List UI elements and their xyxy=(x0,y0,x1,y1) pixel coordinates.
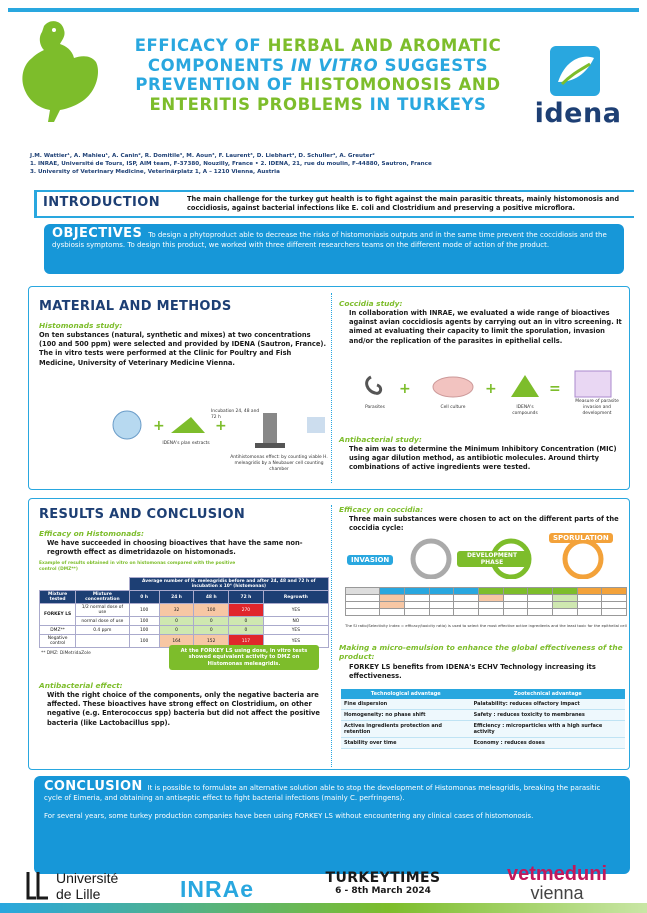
turkey-logo-icon xyxy=(14,18,102,122)
parasites-label: Parasites xyxy=(365,405,385,410)
table-cell: 100 xyxy=(129,604,159,617)
table-header: 0 h xyxy=(129,591,159,604)
coccidia-subtitle: Coccidia study: xyxy=(339,299,403,308)
sporulation-label: SPORULATION xyxy=(549,533,613,543)
parasites-icon xyxy=(367,377,381,393)
table-cell: 0 xyxy=(159,617,194,626)
table-row xyxy=(40,626,329,635)
table-caption: Example of results obtained in vitro on histomonas compared with the positive control (DMZ**) xyxy=(39,561,236,572)
table-row xyxy=(341,699,625,710)
event-name: TURKEYTIMES xyxy=(325,870,441,886)
table-cell: Fine dispersion xyxy=(341,699,471,710)
event-date: 6 - 8th March 2024 xyxy=(335,886,431,896)
table-cell: YES xyxy=(263,635,328,648)
antibacterial-effect-subtitle: Antibacterial effect: xyxy=(39,681,123,690)
objectives-box xyxy=(44,224,624,274)
plant-extract-icon xyxy=(171,417,205,433)
table-cell: Stability over time xyxy=(341,738,471,749)
svg-text:+: + xyxy=(485,381,497,397)
table-cell: Actives ingredients protection and retention xyxy=(341,721,471,738)
table-cell: 270 xyxy=(229,604,264,617)
plant-extract-label: IDENA's plan extracts xyxy=(162,441,210,446)
objectives-heading: OBJECTIVES xyxy=(52,226,143,241)
results-heading: RESULTS AND CONCLUSION xyxy=(39,507,246,522)
table-cell: DMZ** xyxy=(40,626,76,635)
coccidia-si-table xyxy=(345,587,627,616)
emulsion-subtitle: Making a micro-emulsion to enhance the global effectiveness of the product: xyxy=(339,643,623,661)
table-cell: Palatability: reduces olfactory impact xyxy=(471,699,625,710)
table-cell: 0 xyxy=(194,617,229,626)
histomonads-subtitle: Histomonads study: xyxy=(39,321,123,330)
table-cell: 100 xyxy=(129,617,159,626)
table-row xyxy=(341,721,625,738)
invasion-label: INVASION xyxy=(347,555,393,565)
table-cell: 100 xyxy=(129,626,159,635)
svg-text:+: + xyxy=(399,381,411,397)
conclusion-text-2: For several years, some turkey production companies have been using FORKEY LS without encountering any clinical cases of histomonosis. xyxy=(44,812,534,820)
table-cell: 100 xyxy=(194,604,229,617)
svg-text:+: + xyxy=(153,418,165,434)
table-group-header: Average number of H. meleagridis before and after 24, 48 and 72 h of incubation x 10⁴ (histomonas) xyxy=(129,578,328,591)
table-cell: YES xyxy=(263,626,328,635)
authors-block xyxy=(30,152,630,176)
table-cell: Economy : reduces doses xyxy=(471,738,625,749)
emulsion-text: FORKEY LS benefits from IDENA's ECHV Technology increasing its effectiveness. xyxy=(349,663,596,681)
methods-section xyxy=(28,286,630,490)
turkey-sample-icon xyxy=(113,411,141,439)
histomonads-efficacy-subtitle: Efficacy on Histomonads: xyxy=(39,529,144,538)
cell-culture-icon xyxy=(433,377,473,397)
svg-text:=: = xyxy=(549,381,561,397)
introduction-text: The main challenge for the turkey gut health is to fight against the main parasitic threats, mainly histomonosis and coccidiosis, against bacterial infections like E. coli and Clostridium and preserving a positive microflora. xyxy=(187,195,620,212)
conclusion-text: It is possible to formulate an alternative solution able to stop the development of Histomonas meleagridis, breaking the parasitic cycle of Eimeria, and obtaining an antiseptic effect to fight bacterial infections (mainly C. perfringens). xyxy=(44,784,601,802)
vetmed-line-1: vetmeduni xyxy=(506,863,608,885)
table-cell: 164 xyxy=(159,635,194,648)
table-cell: Homogeneity: no phase shift xyxy=(341,710,471,721)
conclusion-box xyxy=(34,776,630,874)
incubation-label: Incubation 24, 48 and 72 h xyxy=(211,409,260,420)
histomonads-efficacy-text: We have succeeded in choosing bioactives that have the same non-regrowth effect as dimetridazole on histomonads. xyxy=(47,539,303,557)
development-label: DEVELOPMENT PHASE xyxy=(457,551,527,567)
table-cell: 0 xyxy=(229,626,264,635)
table-cell: 117 xyxy=(229,635,264,648)
table-cell: FORKEY LS xyxy=(40,604,76,626)
table-row xyxy=(40,604,329,617)
cycle-gear-icon xyxy=(413,541,449,577)
introduction-box xyxy=(34,190,634,218)
compounds-label: IDENA's compounds xyxy=(512,405,538,416)
lille-line-1: Université xyxy=(56,870,119,886)
table-row xyxy=(341,738,625,749)
methods-divider xyxy=(331,293,332,483)
table-cell: 0.4 ppm xyxy=(76,626,129,635)
lille-line-2: de Lille xyxy=(56,886,101,902)
table-cell: 0 xyxy=(229,617,264,626)
antibacterial-text: The aim was to determine the Minimum Inhibitory Concentration (MIC) using agar dilution method, as antibiotic molecules. Around thirty combinations of active ingredients were tested. xyxy=(349,445,617,472)
svg-text:+: + xyxy=(215,418,227,434)
vetmed-line-2: vienna xyxy=(530,883,584,903)
event-block xyxy=(318,870,448,896)
lille-mark-icon xyxy=(26,872,50,900)
measure-label: Measure of parasite invasion and development xyxy=(575,399,619,416)
coccidia-text: In collaboration with INRAE, we evaluated a wide range of bioactives against avian coccidiosis agents by carrying out an in vitro screening. It aimed at evaluating their capacity to limit the sporulation, invasion and/or the replication of the parasites in epithelial cells. xyxy=(349,309,622,345)
poster xyxy=(8,8,639,905)
methods-heading: MATERIAL AND METHODS xyxy=(39,299,232,314)
table-cell: 32 xyxy=(159,604,194,617)
antibacterial-effect-text: With the right choice of the components, only the negative bacteria are affected. These bioactives have strong effect on Clostridium, on other negative (e.g. Enterococcus spp) bacteria but did not affect the positive bacteria (like Lactobacillus spp). xyxy=(47,691,320,727)
objectives-text: To design a phytoproduct able to decrease the risks of histomoniasis outputs and in the same time prevent the coccidiosis and the dysbiosis symptoms. To design this product, we worked with three different researchers teams on the different mode of action of the product. xyxy=(52,231,607,249)
counting-chamber-icon xyxy=(307,417,325,433)
table-row xyxy=(40,617,329,626)
idena-leaf-icon xyxy=(528,40,628,98)
table-header: 24 h xyxy=(159,591,194,604)
table-header: Mixture concentration xyxy=(76,591,129,604)
bottom-gradient-bar xyxy=(0,903,647,913)
table-row xyxy=(341,710,625,721)
histomonas-results-table xyxy=(39,577,329,648)
si-note: The SI ratio(Selectivity Index = efficacy/toxicity ratio) is used to select the most effective active ingredients and the least toxic for the epithelial cell xyxy=(345,623,627,628)
table-header: Zootechnical advantage xyxy=(471,689,625,699)
coccidia-efficacy-text: Three main substances were chosen to act on the different parts of the coccidia cycle: xyxy=(349,515,619,533)
table-cell: 152 xyxy=(194,635,229,648)
cell-culture-label: Cell culture xyxy=(440,405,466,410)
table-cell: Efficiency : microparticles with a high surface activity xyxy=(471,721,625,738)
table-header: Regrowth xyxy=(263,591,328,604)
cycle-gear-icon xyxy=(565,541,601,577)
affiliations-line: 3. University of Veterinary Medicine, Veterinärplatz 1, A – 1210 Vienna, Austria xyxy=(30,169,280,175)
authors-line: J.M. Wattier¹, A. Mahieu¹, A. Canin², R. Domitile³, M. Aoun³, F. Laurent³, D. Liebhart⁴, D. Schuller⁴, A. Greuter² xyxy=(30,153,375,159)
dmz-equivalence-note: At the FORKEY LS using dose, in vitro tests showed equivalent activity to DMZ on Histomonas meleagridis. xyxy=(169,645,319,670)
introduction-heading: INTRODUCTION xyxy=(43,195,160,210)
advantages-table xyxy=(341,689,625,749)
affiliations-line: 1. INRAE, Université de Tours, ISP, AIM team, F-37380, Nouzilly, France • 2. IDENA, 21, rue du moulin, F-44880, Sautron, France xyxy=(30,161,432,167)
results-divider xyxy=(331,505,332,767)
table-cell: 0 xyxy=(194,626,229,635)
inrae-logo: INRAe xyxy=(180,876,255,902)
table-header: Technological advantage xyxy=(341,689,471,699)
table-cell: normal dose of use xyxy=(76,617,129,626)
table-cell: 100 xyxy=(129,635,159,648)
table-cell: 1/2 normal dose of use xyxy=(76,604,129,617)
poster-title: EFFICACY OF HERBAL AND AROMATIC COMPONENTS IN VITRO SUGGESTS PREVENTION OF HISTOMONOSIS AND ENTERITIS PROBLEMS IN TURKEYS xyxy=(134,36,502,114)
microscope-icon xyxy=(263,413,277,443)
table-cell: Negative control xyxy=(40,635,76,648)
antibacterial-subtitle: Antibacterial study: xyxy=(339,435,422,444)
idena-logo xyxy=(528,40,628,129)
table-cell: 0 xyxy=(159,626,194,635)
count-label: Antihistomonas effect: by counting viable H. meleagridis by a Neubauer cell counting chamber xyxy=(230,455,328,472)
results-section xyxy=(28,498,630,770)
table-header: 72 h xyxy=(229,591,264,604)
idena-wordmark: idena xyxy=(534,98,622,129)
table-cell: YES xyxy=(263,604,328,617)
histomonads-text: On ten substances (natural, synthetic and mixes) at two concentrations (100 and 500 ppm) were selected and provided by IDENA (Sautron, France). The in vitro tests were performed at the Clinic for Poultry and Fish Medicine, University of Veterinary Medicine Vienna. xyxy=(39,331,326,367)
table-header: 48 h xyxy=(194,591,229,604)
compounds-icon xyxy=(511,375,539,397)
table-header: Mixture tested xyxy=(40,591,76,604)
vetmeduni-logo xyxy=(482,864,632,902)
coccidia-efficacy-subtitle: Efficacy on coccidia: xyxy=(339,505,424,514)
microplate-icon xyxy=(575,371,611,397)
conclusion-heading: CONCLUSION xyxy=(44,779,143,794)
table-cell xyxy=(76,635,129,648)
table-cell: Safety : reduces toxicity to membranes xyxy=(471,710,625,721)
table-cell: NO xyxy=(263,617,328,626)
table-note: ** DMZ: DiMetridaZole xyxy=(41,651,91,656)
